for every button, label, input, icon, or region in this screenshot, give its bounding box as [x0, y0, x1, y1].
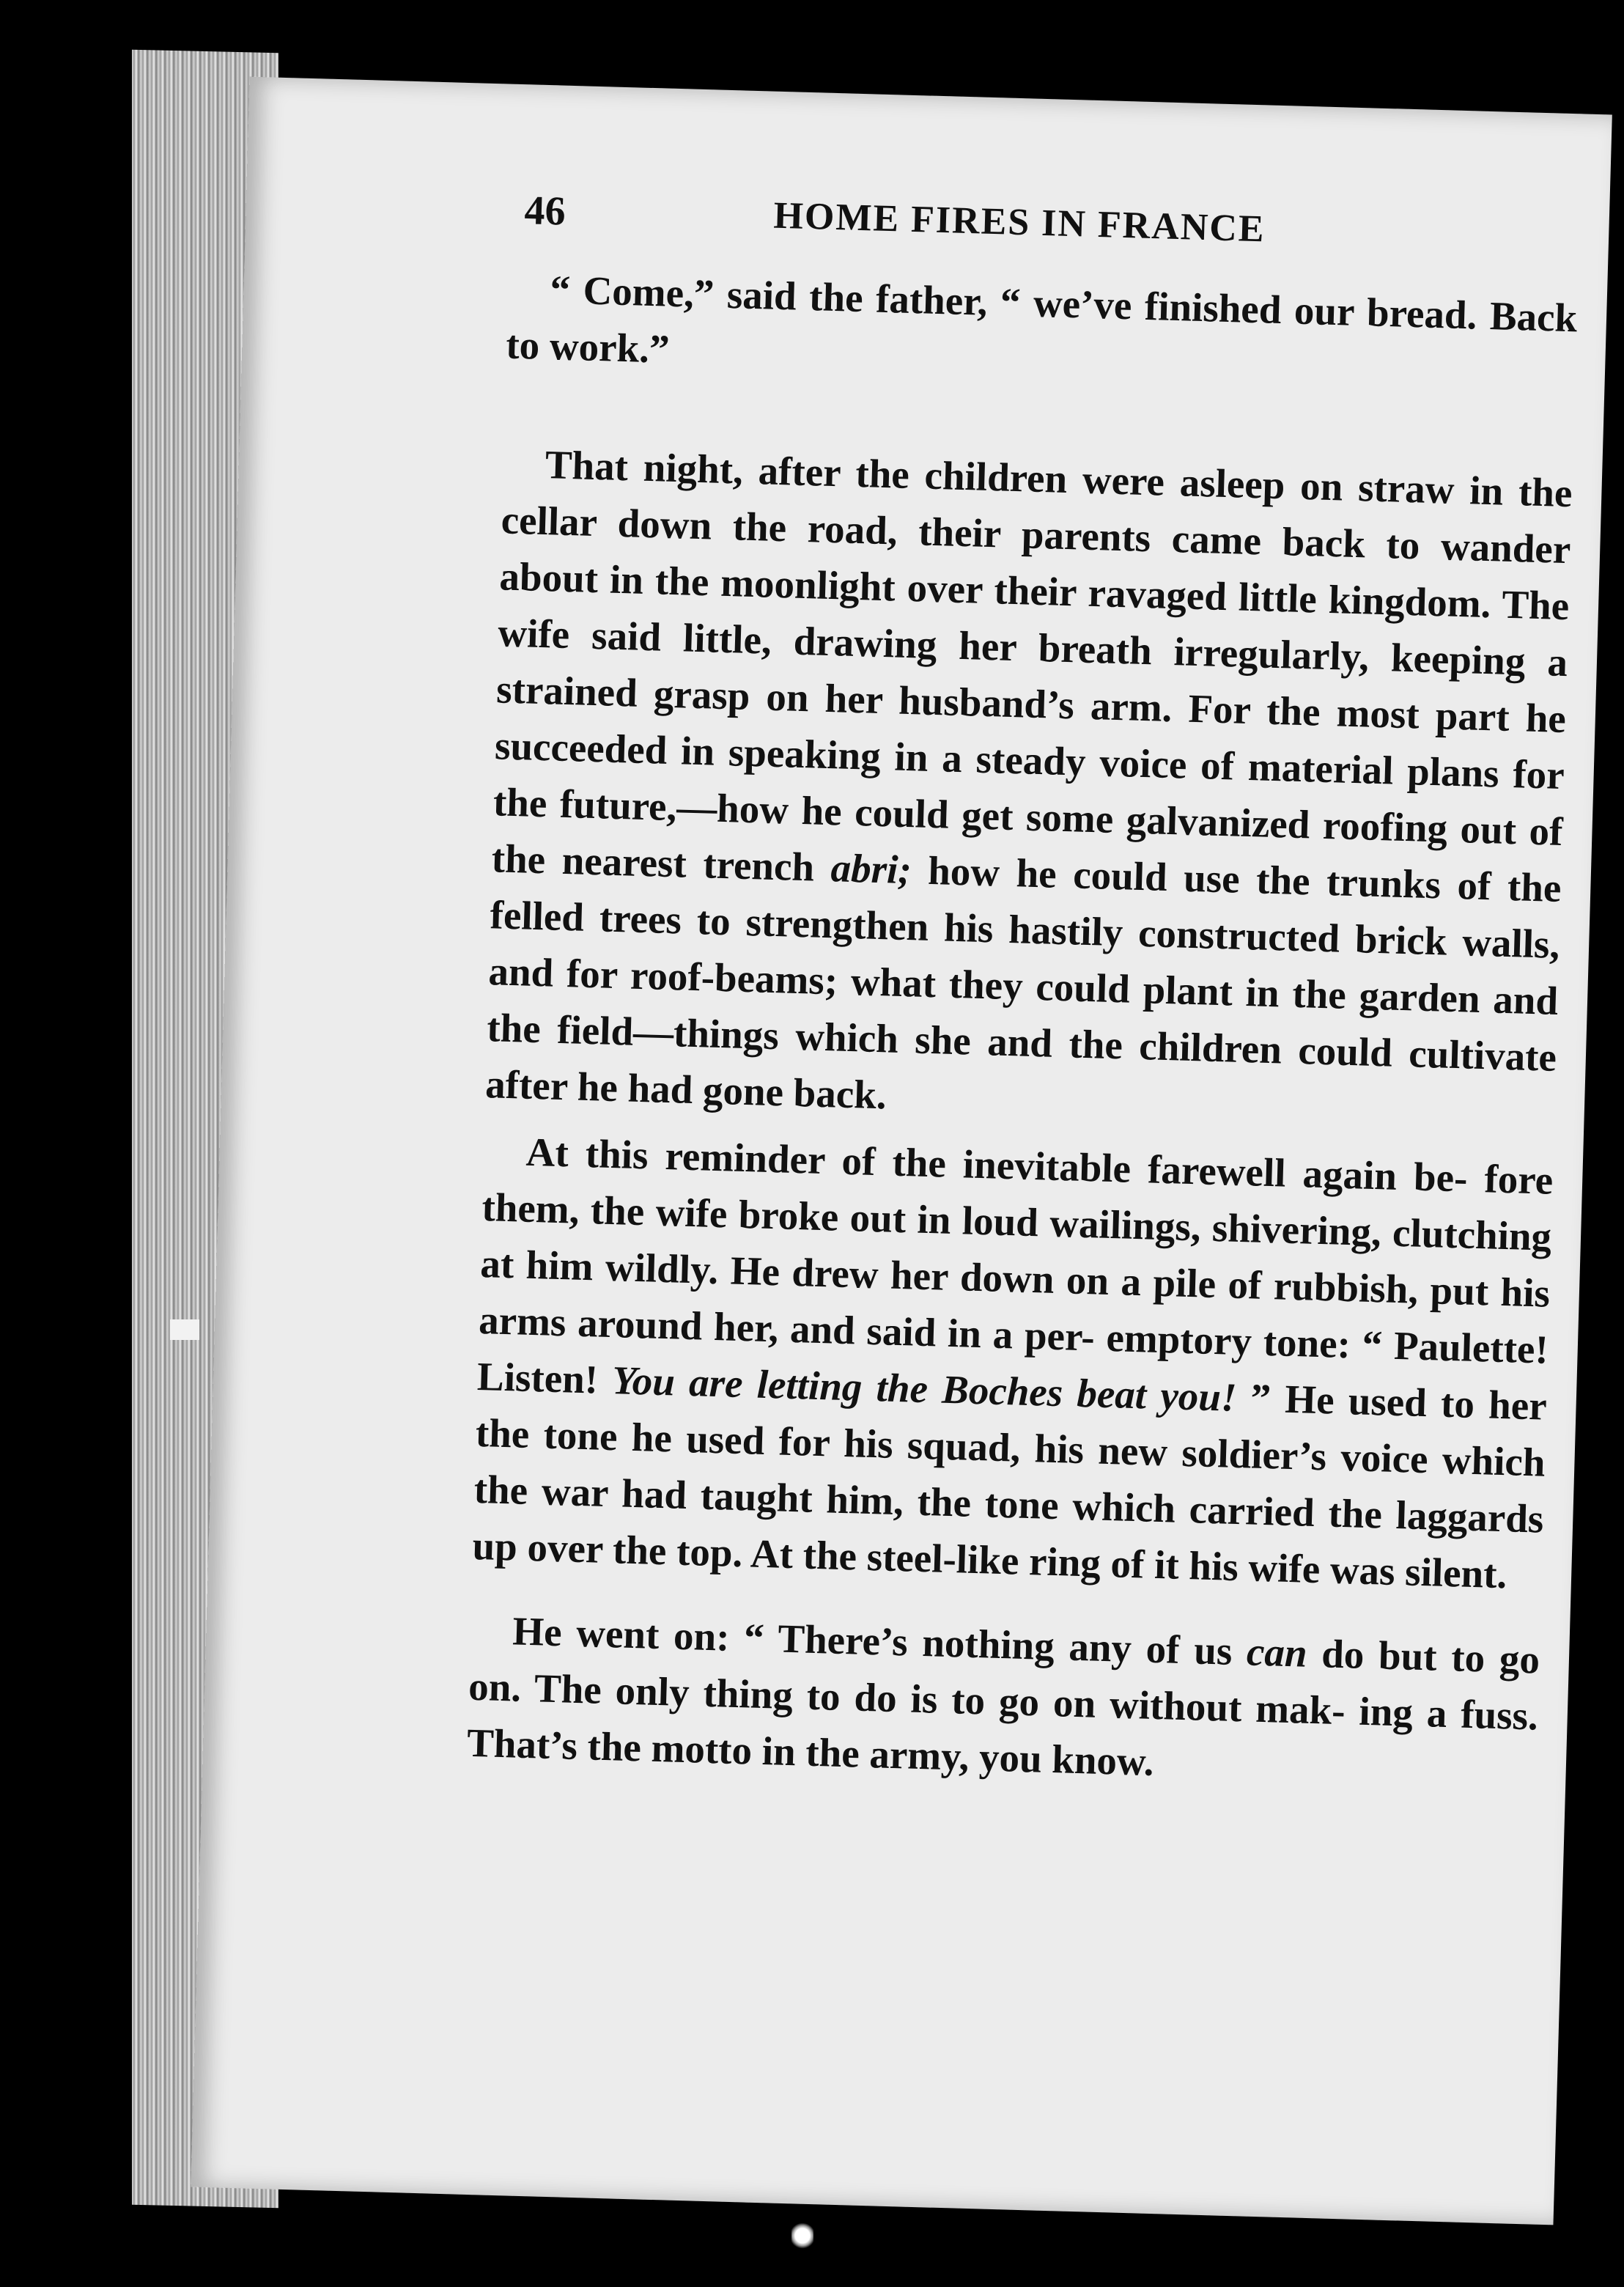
page-number: 46: [523, 188, 566, 235]
paragraph-2: That night, after the children were asleep on straw in the cellar down the road, their parents came back to wander about in the moonlight over their ravaged little kingdom. The wife said little, drawing her breath irregularly, keeping a strained grasp on her husband’s arm. For the most part he succeeded in speaking in a steady voice of material plans for the future,—how he could get some galvanized roofing out of the nearest trench abri; how he could use the trunks of the felled trees to strengthen his hastily constructed brick walls, and for roof-beams; what they could plant in the garden and the field—things which she and the children could cultivate after he had gone back.: [484, 442, 1573, 1118]
running-title: HOME FIRES IN FRANCE: [772, 194, 1266, 251]
italic-word-abri: abri;: [830, 845, 912, 893]
italic-word-can: can: [1246, 1629, 1308, 1676]
page-tab-mark: [170, 1319, 199, 1340]
italic-phrase-1: You are letting the: [611, 1358, 929, 1412]
paragraph-3: At this reminder of the inevitable farewell again be- fore them, the wife broke out in loud wailings, shivering, clutching at him wildly. He drew her down on a pile of rubbish, put his arms around her, and said in a per- emptory tone: “ Paulette! Listen! You are letting the Boches beat you! ” He used to her the tone he used for his squad, his new soldier’s voice which the war had taught him, the tone which carried the laggards up over the top. At the steel-like ring of it his wife was silent.: [471, 1129, 1554, 1597]
book-page: [191, 77, 1612, 2225]
italic-phrase-2: Boches beat you!: [941, 1366, 1238, 1420]
scan-blemish: [791, 2221, 813, 2250]
paragraph-1: “ Come,” said the father, “ we’ve finished our bread. Back to work.”: [505, 267, 1578, 372]
page-body: [466, 260, 1578, 1801]
paragraph-4: He went on: “ There’s nothing any of us can do but to go on. The only thing to do is to go on without mak- ing a fuss. That’s the motto in the army, you know.: [466, 1608, 1540, 1784]
